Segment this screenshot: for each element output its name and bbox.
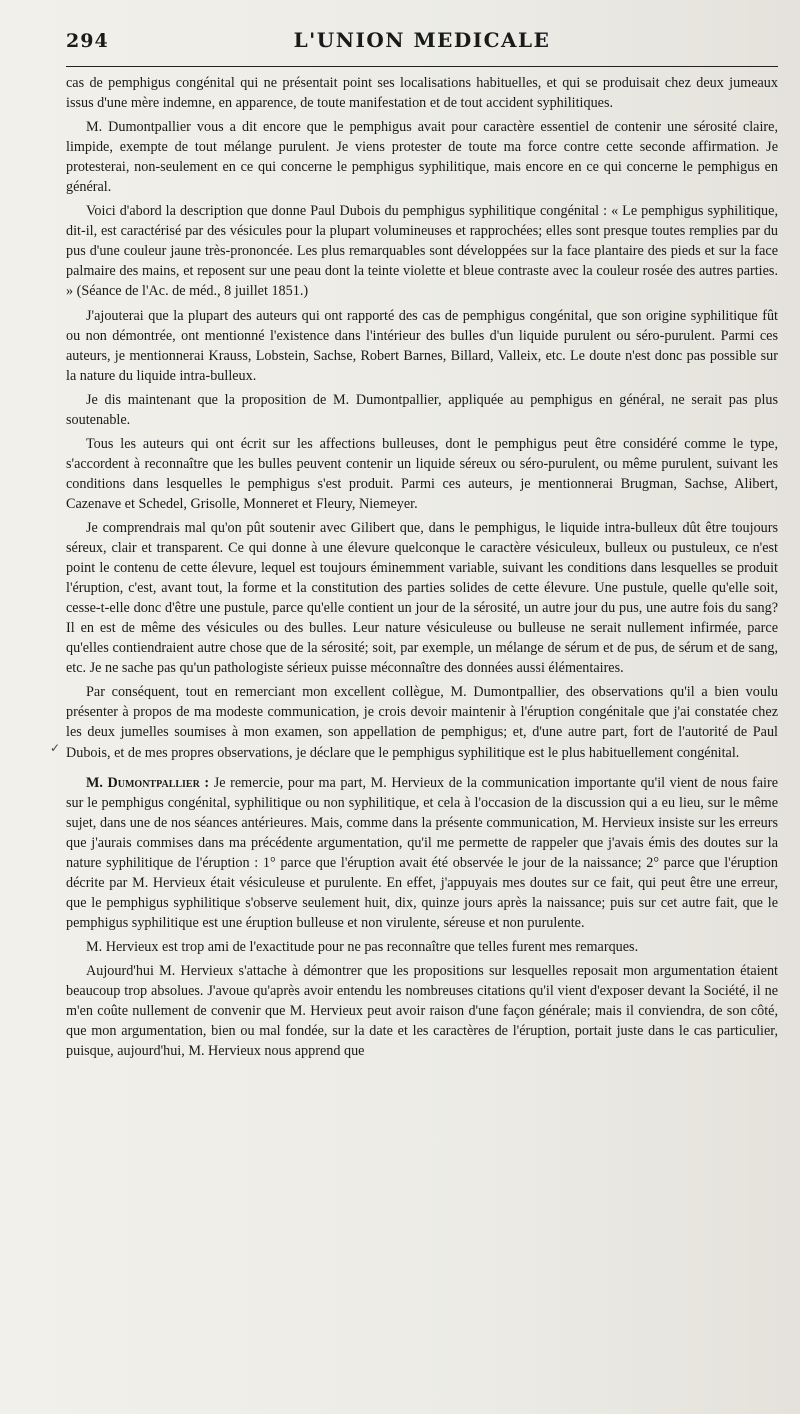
paragraph: Par conséquent, tout en remerciant mon excellent collègue, M. Dumontpallier, des observations qu'il a bien voulu présenter à propos de ma modeste communication, je crois devoir maintenir à l'éruption congénitale que j'ai constatée chez les deux jumelles soumises à mon examen, son appellation de pemphigus; et, d'une autre part, fort de l'autorité de Paul Dubois, et de mes propres observations, je déclare que le pemphigus syphilitique est le plus habituellement congénital. [66,684,778,761]
journal-title: L'UNION MEDICALE [293,28,551,52]
speaker-name: M. Dumontpallier : [86,774,210,791]
paragraph: J'ajouterai que la plupart des auteurs qui ont rapporté des cas de pemphigus congénital, que son origine syphilitique fût ou non démontrée, ont mentionné l'existence dans l'intérieur des bulles d'un liquide purulent ou séro-purulent. Parmi ces auteurs, je mentionnerai Krauss, Lobstein, Sachse, Robert Barnes, Billard, Valleix, etc. Le doute n'est donc pas possible sur la nature du liquide intra-bulleux. [66,307,778,384]
page-header [66,26,778,67]
page-number: 294 [66,30,109,52]
article-body [66,73,778,1061]
paragraph: M. Hervieux est trop ami de l'exactitude pour ne pas reconnaître que telles furent mes remarques. [86,938,639,955]
paragraph: Je comprendrais mal qu'on pût soutenir avec Gilibert que, dans le pemphigus, le liquide intra-bulleux dût être toujours séreux, clair et transparent. Ce qui donne à une élevure quelconque le caractère vésiculeux, bulleux ou pustuleux, ce n'est point le contenu de cette élevure, lequel est toujours éminemment variable, suivant les conditions dans lesquelles se produit l'éruption, c'est, avant tout, la forme et la constitution des parties solides de cette élevure. Une pustule, quelle qu'elle soit, cesse-t-elle donc d'être une pustule, parce qu'elle contient un jour de la sérosité, un autre jour du pus, une autre fois du sang? Il en est de même des vésicules ou des bulles. Leur nature vésiculeuse ou bulleuse ne serait nullement infirmée, parce qu'elles contiendraient autre chose que de la sérosité; soit, par exemple, un mélange de sérum et de pus, de sérum et de sang, etc. Je ne sache pas qu'un pathologiste sérieux puisse méconnaître des données aussi élémentaires. [66,519,778,677]
reply-text: Je remercie, pour ma part, M. Hervieux de la communication importante qu'il vient de nous faire sur le pemphigus congénital, syphilitique ou non syphilitique, et cela à l'occasion de la discussion qui a eu lieu, sur le même sujet, dans une de nos séances antérieures. Mais, comme dans la présente communication, M. Hervieux insiste sur les erreurs que j'aurais commises dans ma précédente argumentation, qu'il me permette de rappeler que j'avais émis des doutes sur la nature syphilitique de l'éruption : 1° parce que l'éruption avait été observée le jour de la naissance; 2° parce que l'éruption décrite par M. Hervieux était vésiculeuse et purulente. En effet, j'appuyais mes doutes sur ce fait, qui peut être une erreur, que le pemphigus syphilitique s'observe seulement huit, dix, quinze jours après la naissance; puis sur cet autre fait, que le pemphigus syphilitique est une éruption bulleuse et non virulente, séreuse et non purulente. [66,774,778,931]
reply-paragraph [66,773,778,933]
paragraph: Voici d'abord la description que donne Paul Dubois du pemphigus syphilitique congénital : « Le pemphigus syphilitique, dit-il, est caractérisé par des vésicules pour la plupart volumineuses et rapprochées; elles sont presque toutes remplies par du pus d'une couleur jaune très-prononcée. Les plus remarquables sont développées sur la face plantaire des pieds et sur la face palmaire des mains, et reposent sur une peau dont la teinte violette et bleue contraste avec la couleur rosée des autres parties. » (Séance de l'Ac. de méd., 8 juillet 1851.) [66,203,778,300]
paragraph: M. Dumontpallier vous a dit encore que le pemphigus avait pour caractère essentiel de contenir une sérosité claire, limpide, exempte de tout mélange purulent. Je viens protester de toute ma force contre cette seconde affirmation. Je protesterai, non-seulement en ce qui concerne le pemphigus syphilitique, mais encore en ce qui concerne le pemphigus en général. [66,119,778,196]
paragraph: Aujourd'hui M. Hervieux s'attache à démontrer que les propositions sur lesquelles reposait mon argumentation étaient beaucoup trop absolues. J'avoue qu'après avoir entendu les nombreuses citations qu'il vient d'exposer devant la Société, il ne m'en coûte nullement de convenir que M. Hervieux peut avoir raison d'une façon générale; mais il conviendra, de son côté, que mon argumentation, bien ou mal fondée, sur la date et les caractères de l'éruption, portait juste dans le cas particulier, puisque, aujourd'hui, M. Hervieux nous apprend que [66,962,778,1060]
margin-mark: ✓ [50,741,61,755]
paragraph: Je dis maintenant que la proposition de M. Dumontpallier, appliquée au pemphigus en général, ne serait pas plus soutenable. [66,391,778,428]
paragraph: Tous les auteurs qui ont écrit sur les affections bulleuses, dont le pemphigus peut être considéré comme le type, s'accordent à reconnaître que les bulles peuvent contenir un liquide séreux ou séro-purulent, ou même purulent, suivant les conditions dans lesquelles le pemphigus s'est produit. Parmi ces auteurs, je mentionnerai Brugman, Sachse, Alibert, Cazenave et Schedel, Grisolle, Monneret et Fleury, Niemeyer. [66,435,778,512]
paragraph-continued: cas de pemphigus congénital qui ne présentait point ses localisations habituelles, et qui se produisait chez deux jumeaux issus d'une mère indemne, en apparence, de toute manifestation et de tout accident syphilitiques. [66,75,778,112]
